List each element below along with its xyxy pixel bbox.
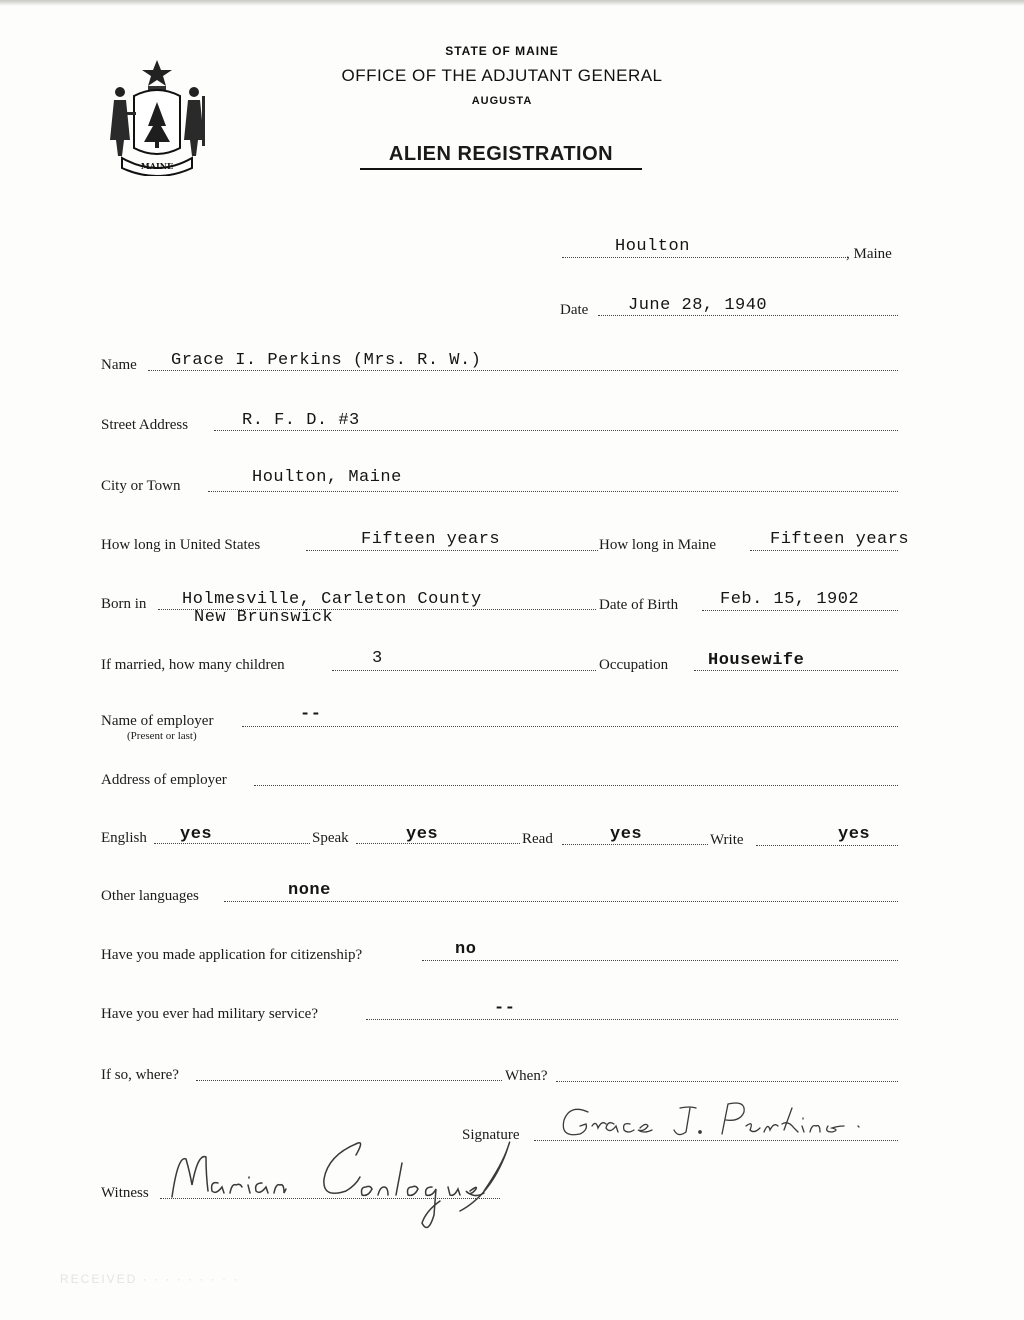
name-line	[148, 370, 898, 371]
faded-received-stamp: RECEIVED · · · · · · · · ·	[60, 1272, 240, 1286]
street-line	[214, 430, 898, 431]
dob-line	[702, 610, 898, 611]
maine-duration-label: How long in Maine	[599, 537, 717, 553]
us-duration-label: How long in United States	[101, 537, 261, 553]
signature-handwriting	[540, 1090, 880, 1150]
other-languages-value: none	[288, 881, 331, 900]
occupation-label: Occupation	[599, 657, 669, 673]
english-line	[154, 843, 310, 844]
born-in-label: Born in	[101, 596, 147, 612]
occupation-line	[694, 670, 898, 671]
english-value: yes	[180, 825, 213, 844]
write-value: yes	[838, 825, 871, 844]
location-line	[562, 257, 846, 258]
when-line	[556, 1081, 898, 1082]
other-languages-line	[224, 901, 898, 902]
occupation-value: Housewife	[708, 651, 805, 670]
street-value: R. F. D. #3	[242, 411, 360, 430]
dob-label: Date of Birth	[599, 597, 679, 613]
read-value: yes	[610, 825, 643, 844]
witness-handwriting	[160, 1125, 540, 1245]
maine-state-seal-icon	[104, 56, 210, 176]
us-duration-value: Fifteen years	[361, 530, 501, 549]
military-label: Have you ever had military service?	[101, 1006, 318, 1022]
name-label: Name	[101, 357, 137, 373]
employer-value: --	[300, 705, 322, 724]
read-line	[562, 844, 708, 845]
where-label: If so, where?	[101, 1067, 179, 1083]
employer-label: Name of employer	[101, 713, 214, 729]
born-in-value-line1: Holmesville, Carleton County	[182, 590, 482, 609]
citizenship-label: Have you made application for citizenship?	[101, 947, 363, 963]
english-label: English	[101, 830, 147, 846]
signature-label: Signature	[462, 1127, 520, 1143]
dob-value: Feb. 15, 1902	[720, 590, 860, 609]
military-line	[366, 1019, 898, 1020]
children-value: 3	[372, 649, 383, 668]
name-value: Grace I. Perkins (Mrs. R. W.)	[171, 351, 482, 370]
city-label: City or Town	[101, 478, 181, 494]
speak-value: yes	[406, 825, 439, 844]
other-languages-label: Other languages	[101, 888, 199, 904]
us-duration-line	[306, 550, 598, 551]
write-line	[756, 845, 898, 846]
city-line	[208, 491, 898, 492]
employer-address-label: Address of employer	[101, 772, 227, 788]
children-label: If married, how many children	[101, 657, 285, 673]
witness-label: Witness	[101, 1185, 149, 1201]
military-value: --	[494, 999, 516, 1018]
employer-address-line	[254, 785, 898, 786]
when-label: When?	[505, 1068, 548, 1084]
write-label: Write	[710, 832, 744, 848]
office-heading: OFFICE OF THE ADJUTANT GENERAL	[341, 66, 663, 85]
street-label: Street Address	[101, 417, 189, 433]
citizenship-value: no	[455, 940, 477, 959]
date-value: June 28, 1940	[628, 296, 768, 315]
children-line	[332, 670, 596, 671]
employer-sublabel: (Present or last)	[127, 730, 197, 742]
born-in-value-line2: New Brunswick	[194, 608, 334, 627]
form-title: ALIEN REGISTRATION	[360, 143, 642, 170]
employer-line	[242, 726, 898, 727]
date-label: Date	[560, 302, 589, 318]
location-suffix: , Maine	[846, 246, 892, 262]
citizenship-line	[422, 960, 898, 961]
scan-edge	[0, 0, 1024, 6]
svg-text:MAINE: MAINE	[140, 161, 174, 171]
read-label: Read	[522, 831, 553, 847]
date-line	[598, 315, 898, 316]
where-line	[196, 1080, 502, 1081]
maine-duration-line	[750, 550, 898, 551]
maine-duration-value: Fifteen years	[770, 530, 910, 549]
location-town-value: Houlton	[615, 237, 690, 256]
state-heading: STATE OF MAINE	[445, 44, 559, 58]
city-value: Houlton, Maine	[252, 468, 402, 487]
speak-label: Speak	[312, 830, 349, 846]
city-heading: AUGUSTA	[471, 95, 533, 107]
